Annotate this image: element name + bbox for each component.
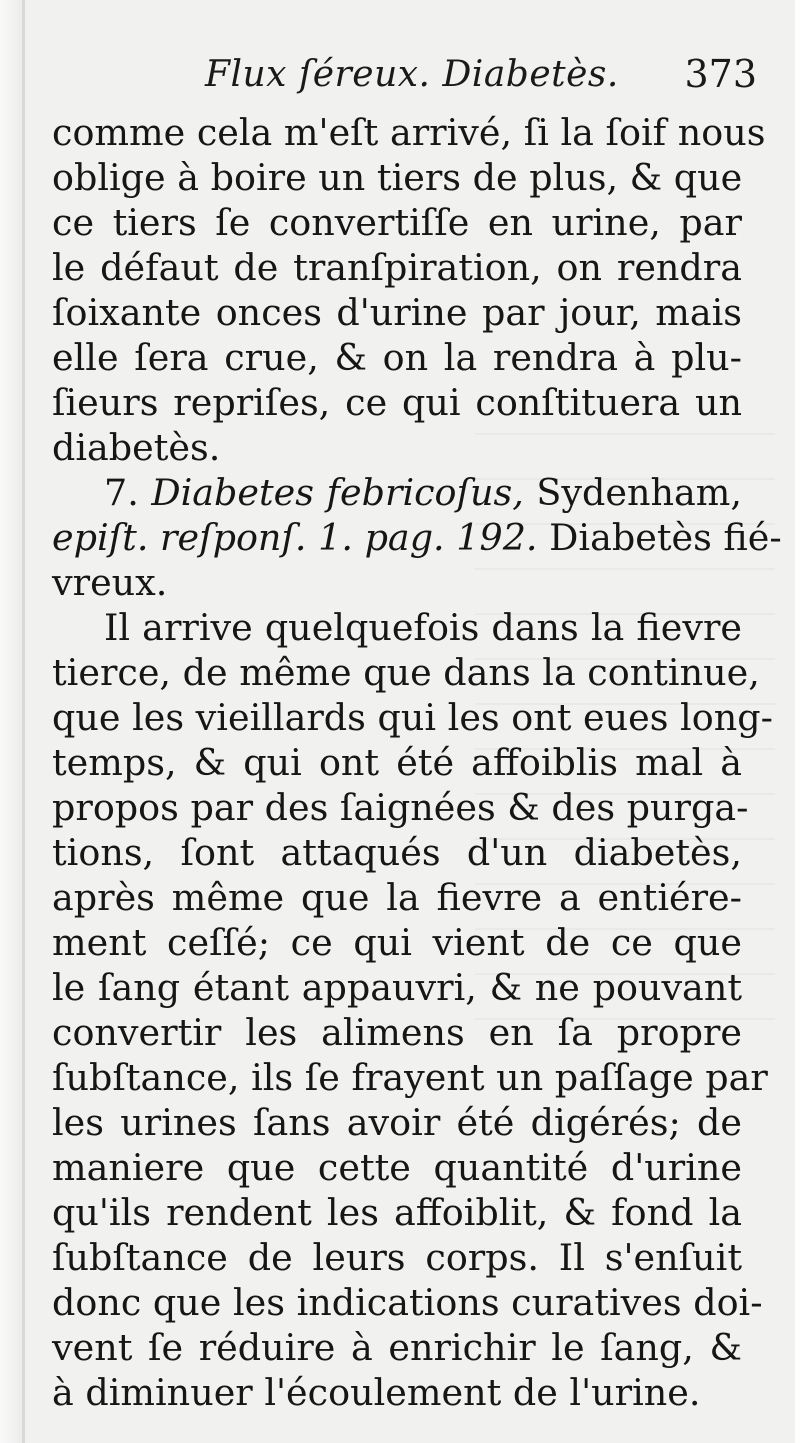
text-line: les urines ſans avoir été digérés; de xyxy=(52,1101,742,1144)
text-line: convertir les alimens en ſa propre xyxy=(52,1011,742,1054)
text-line: le ſang étant appauvri, & ne pouvant xyxy=(52,966,742,1009)
text-line: le défaut de tranſpiration, on rendra xyxy=(52,246,742,289)
text-line: vent ſe réduire à enrichir le ſang, & xyxy=(52,1326,742,1369)
numbered-entry-7 xyxy=(52,470,782,605)
text-line: ce tiers ſe convertiſſe en urine, par xyxy=(52,201,742,244)
page-header xyxy=(175,48,765,104)
text-line: tions, ſont attaqués d'un diabetès, xyxy=(52,831,742,874)
text-line: maniere que cette quantité d'urine xyxy=(52,1146,742,1189)
text-line: ſubſtance, ils ſe frayent un paſſage par xyxy=(52,1056,768,1099)
text-line: ſieurs repriſes, ce qui conſtituera un xyxy=(52,381,742,424)
text-line: ſubſtance de leurs corps. Il s'enſuit xyxy=(52,1236,742,1279)
paragraph-continuation xyxy=(52,110,766,470)
page-number: 373 xyxy=(684,52,757,96)
text-line: propos par des ſaignées & des purga- xyxy=(52,786,749,829)
paragraph-description xyxy=(52,605,773,1415)
text-line: que les vieillards qui les ont eues long- xyxy=(52,696,773,739)
text-line: qu'ils rendent les affoiblit, & fond la xyxy=(52,1191,742,1234)
text-line: vreux. xyxy=(52,561,168,604)
entry-heading-line xyxy=(52,470,742,515)
entry-latin-name: Diabetes febricoſus, xyxy=(151,471,524,514)
body-text xyxy=(52,110,782,1415)
running-title: Flux ſéreux. Diabetès. xyxy=(205,54,619,95)
text-line: temps, & qui ont été affoiblis mal à xyxy=(52,741,742,784)
text-line: tierce, de même que dans la continue, xyxy=(52,651,760,694)
entry-reference: epiſt. reſponſ. 1. pag. 192. xyxy=(52,516,538,559)
text-line: oblige à boire un tiers de plus, & que xyxy=(52,156,743,199)
entry-number: 7. xyxy=(104,471,139,514)
text-line: donc que les indications curatives doi- xyxy=(52,1281,763,1324)
text-line: Il arrive quelquefois dans la fievre xyxy=(104,606,742,649)
text-line: elle ſera crue, & on la rendra à plu- xyxy=(52,336,742,379)
text-line: ment ceſſé; ce qui vient de ce que xyxy=(52,921,742,964)
text-line: ſoixante onces d'urine par jour, mais xyxy=(52,291,742,334)
text-line: comme cela m'eſt arrivé, ſi la ſoif nous xyxy=(52,111,766,154)
paper-edge xyxy=(0,0,22,1443)
entry-author: Sydenham, xyxy=(523,471,742,514)
entry-reference-line xyxy=(52,515,782,560)
entry-french-name: Diabetès fié- xyxy=(537,516,782,559)
text-line: à diminuer l'écoulement de l'urine. xyxy=(52,1371,701,1414)
text-line: diabetès. xyxy=(52,426,221,469)
text-line: après même que la fievre a entiére- xyxy=(52,876,742,919)
